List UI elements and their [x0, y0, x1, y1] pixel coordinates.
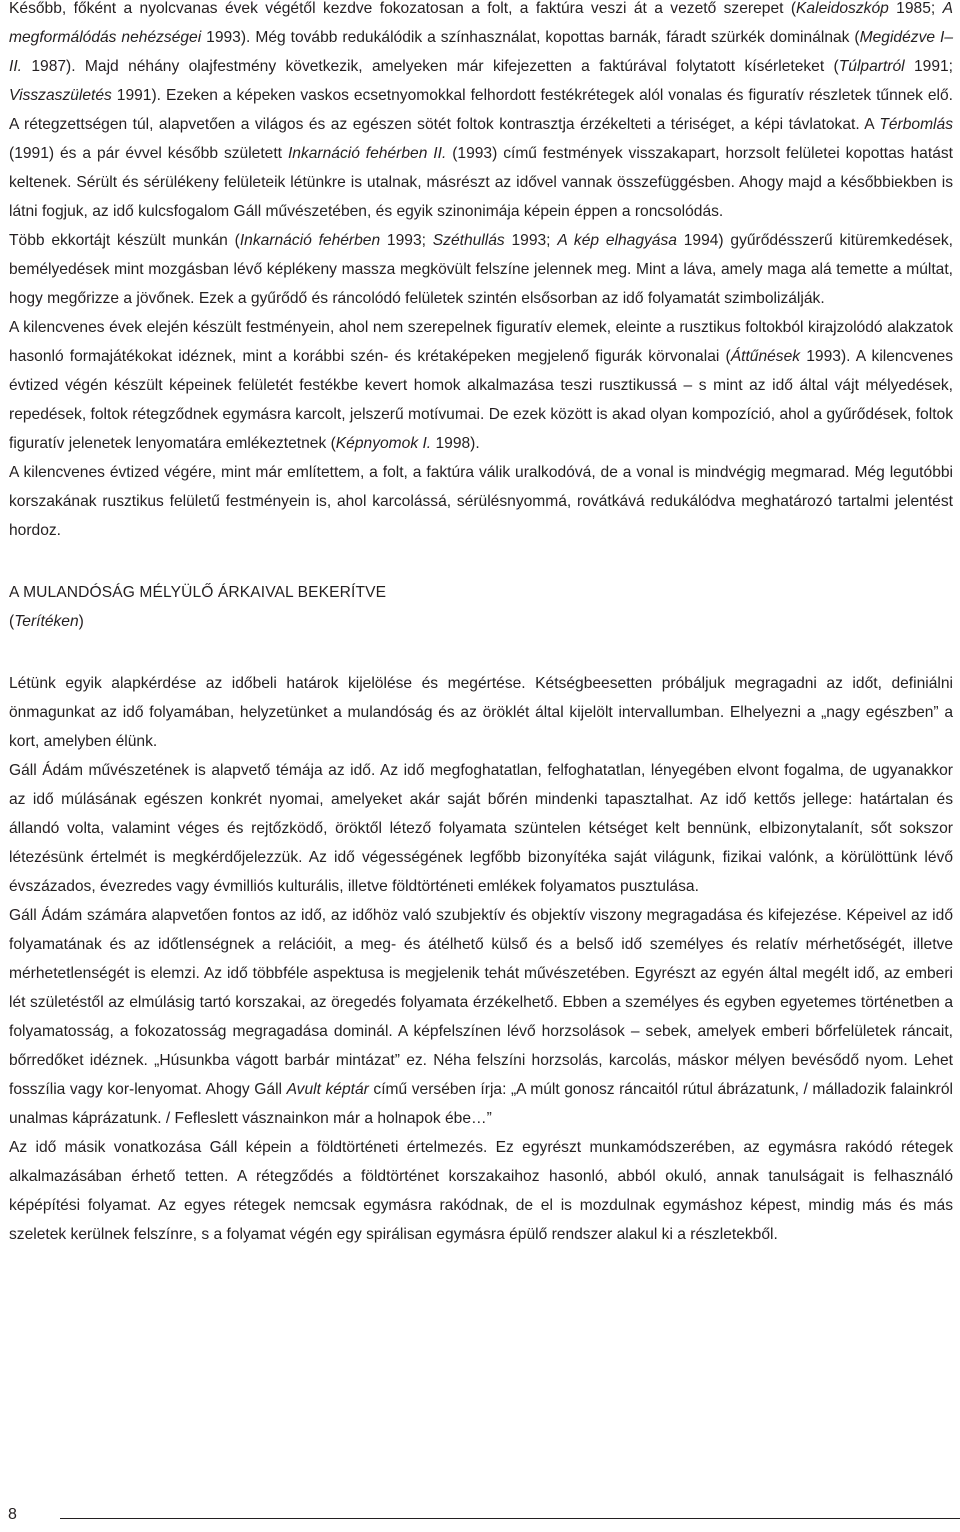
text-run: (1993) című festmények visszakapart, horzsolt felületei kopottas hatást keltenek. Sérült és sérülékeny felületeik létünkre is utalnak, másrészt az idővel vannak összefüggésben. Ahogy majd a későbbiekben is látni fogjuk, az idő kulcsfogalom Gáll művészetében, és egyik szinonimája képein éppen a roncsolódás.: [9, 145, 953, 220]
artwork-title: Megidézve I–II.: [9, 29, 953, 75]
section-heading: A MULANDÓSÁG MÉLYÜLŐ ÁRKAIVAL BEKERÍTVE: [9, 584, 387, 601]
text-run: 1987). Majd néhány olajfestmény következik, amelyeken már kifejezetten a faktúrával folytatott kísérleteket (: [22, 58, 839, 75]
text-run: 1993). A kilencvenes évtized végén készült képeinek felületét festékbe kevert homok alkalmazása teszi rusztikussá – s mint az idő által vájt mélyedések, repedések, foltok rétegződnek egymásra karcolt, jelszerű motívumai. De ezek között is akad olyan kompozíció, ahol a gyűrődések, foltok figuratív jelenetek lenyomatára emlékeztetnek (: [9, 348, 954, 452]
artwork-title: Inkarnáció fehérben II.: [287, 145, 447, 162]
artwork-title: A kép elhagyása: [557, 232, 677, 249]
spacer: [9, 545, 953, 578]
paragraph-5: Létünk egyik alapkérdése az időbeli határok kijelölése és megértése. Kétségbeesetten próbáljuk megragadni az időt, definiálni önmagunkat az idő folyamában, helyzetünket a mulandóság és az öröklét által kijelölt intervallumban. Elhelyezni a „nagy egészben” a kort, amelyben élünk.: [9, 675, 953, 750]
paragraph-7: [9, 901, 953, 1133]
body-text: [9, 0, 953, 1249]
paragraph-3: [9, 313, 953, 458]
artwork-title: Terítéken: [14, 613, 79, 630]
text-run: Gáll Ádám számára alapvetően fontos az idő, az időhöz való szubjektív és objektív viszony megragadása és kifejezése. Képeivel az idő folyamatának és az időtlenségnek a relációit, a meg- és átélhető külső és a belső idő személyes és relatív mérhetőségét, illetve mérhetetlenségét is elemzi. Az idő többféle aspektusa is megjelenik tehát művészetében. Egyrészt az egyén által megélt idő, az emberi lét születéstől az elmúlásig tartó korszakai, az öregedés folyamata érzékelhető. Ebben a személyes és egyben egyetemes történetben a folyamatosság, a fokozatosság megragadása dominál. A képfelszínen lévő horzsolások – sebek, amelyek emberi bőrfelületek ráncait, bőrredőket idéznek. „Húsunkba vágott barbár mintázat” ez. Néha felszíni horzsolás, karcolás, máskor mélyen bevésődő nyom. Lehet fosszília vagy kor-lenyomat. Ahogy Gáll: [9, 907, 953, 1098]
artwork-title: Inkarnáció fehérben: [239, 232, 381, 249]
artwork-title: Széthullás: [432, 232, 505, 249]
spacer: [9, 636, 953, 669]
artwork-title: A megformálódás nehézségei: [9, 0, 954, 46]
footer-rule: [60, 1518, 960, 1519]
text-run: 1991;: [904, 58, 954, 75]
text-run: A kilencvenes évek elején készült festményein, ahol nem szerepelnek figuratív elemek, eleinte a rusztikus foltokból kirajzolódó alakzatok hasonló formajátékokat idéznek, mint a korábbi szén- és krétaképeken megjelenő figurák körvonalai (: [9, 319, 953, 365]
section-subtitle: [9, 607, 953, 636]
text-run: 1993;: [380, 232, 433, 249]
poem-title: Avult képtár: [286, 1081, 369, 1098]
text-run: ): [78, 613, 84, 630]
text-run: Később, főként a nyolcvanas évek végétől kezdve fokozatosan a folt, a faktúra veszi át a vezető szerepet (: [9, 0, 797, 17]
text-run: című versében írja: „A múlt gonosz ráncaitól rútul ábrázatunk, / málladozik falainkról unalmas káprázatunk. / Fefleslett vásznainkon már a holnapok ébe…”: [9, 1081, 953, 1127]
text-run: (: [9, 613, 15, 630]
page-number: 8: [8, 1506, 17, 1523]
artwork-title: Áttűnések: [730, 348, 801, 365]
paragraph-1: [9, 0, 953, 226]
text-run: 1994) gyűrődésszerű kitüremkedések, bemélyedések mint mozgásban lévő képlékeny massza megkövült felszíne jelennek meg. Mint a láva, amely maga alá temette a múltat, hogy megőrizze a jövőnek. Ezek a gyűrődő és ráncolódó felületek szintén elsősorban az idő folyamatát szimbolizálják.: [9, 232, 954, 307]
text-run: Több ekkortájt készült munkán (: [9, 232, 240, 249]
paragraph-8: Az idő másik vonatkozása Gáll képein a földtörténeti értelmezés. Ez egyrészt munkamódszerében, az egymásra rakódó rétegek alkalmazásában érhető tetten. A rétegződés a földtörténet korszakaihoz hasonló, abból okuló, annak tanulságait is felhasználó képépítési folyamat. Az egyes rétegek nemcsak egymásra rakódnak, de el is mozdulnak egymáshoz képest, mindig más és más szeletek kerülnek felszínre, s a folyamat végén egy spirálisan egymásra épülő rendszer alakul ki a részletekből.: [9, 1139, 953, 1243]
artwork-title: Túlpartról: [838, 58, 905, 75]
text-run: 1985;: [888, 0, 943, 17]
paragraph-6: Gáll Ádám művészetének is alapvető témája az idő. Az idő megfoghatatlan, felfoghatatlan, lényegében elvont fogalma, de ugyanakkor az idő múlásának egészen konkrét nyomai, amelyeket akár saját bőrén mindenki tapasztalhat. Az idő kettős jellege: határtalan és állandó volta, valamint véges és rejtőzködő, öröktől létező folyamata szüntelen kétséget kelt bennünk, elbizonytalanít, sőt sokszor létezésünk értelmét is megkérdőjelezzük. Az idő végességének legfőbb bizonyítéka saját világunk, fizikai valónk, a körülöttünk lévő évszázados, évezredes vagy évmilliós kulturális, illetve földtörténeti emlékek folyamatos pusztulása.: [9, 762, 953, 895]
artwork-title: Visszaszületés: [9, 87, 112, 104]
paragraph-2: [9, 226, 953, 313]
text-run: 1993). Még tovább redukálódik a színhasználat, kopottas barnák, fáradt szürkék dominálnak (: [201, 29, 860, 46]
paragraph-4: A kilencvenes évtized végére, mint már említettem, a folt, a faktúra válik uralkodóvá, de a vonal is mindvégig megmarad. Még legutóbbi korszakának rusztikus felületű festményein is, ahol karcolássá, sérülésnyommá, rovátkává redukálódva meghatározó tartalmi jelentést hordoz.: [9, 464, 953, 539]
artwork-title: Térbomlás: [879, 116, 953, 133]
text-run: 1993;: [504, 232, 558, 249]
artwork-title: Képnyomok I.: [335, 435, 432, 452]
text-run: 1998).: [431, 435, 480, 452]
text-run: (1991) és a pár évvel később született: [9, 145, 288, 162]
artwork-title: Kaleidoszkóp: [796, 0, 889, 17]
text-run: 1991). Ezeken a képeken vaskos ecsetnyomokkal felhordott festékrétegek alól vonalas és figuratív részletek tűnnek elő. A rétegzettségen túl, alapvetően a világos és az egészen sötét foltok kontrasztja érzékelteti a tériséget, a képi távlatokat. A: [9, 87, 953, 133]
